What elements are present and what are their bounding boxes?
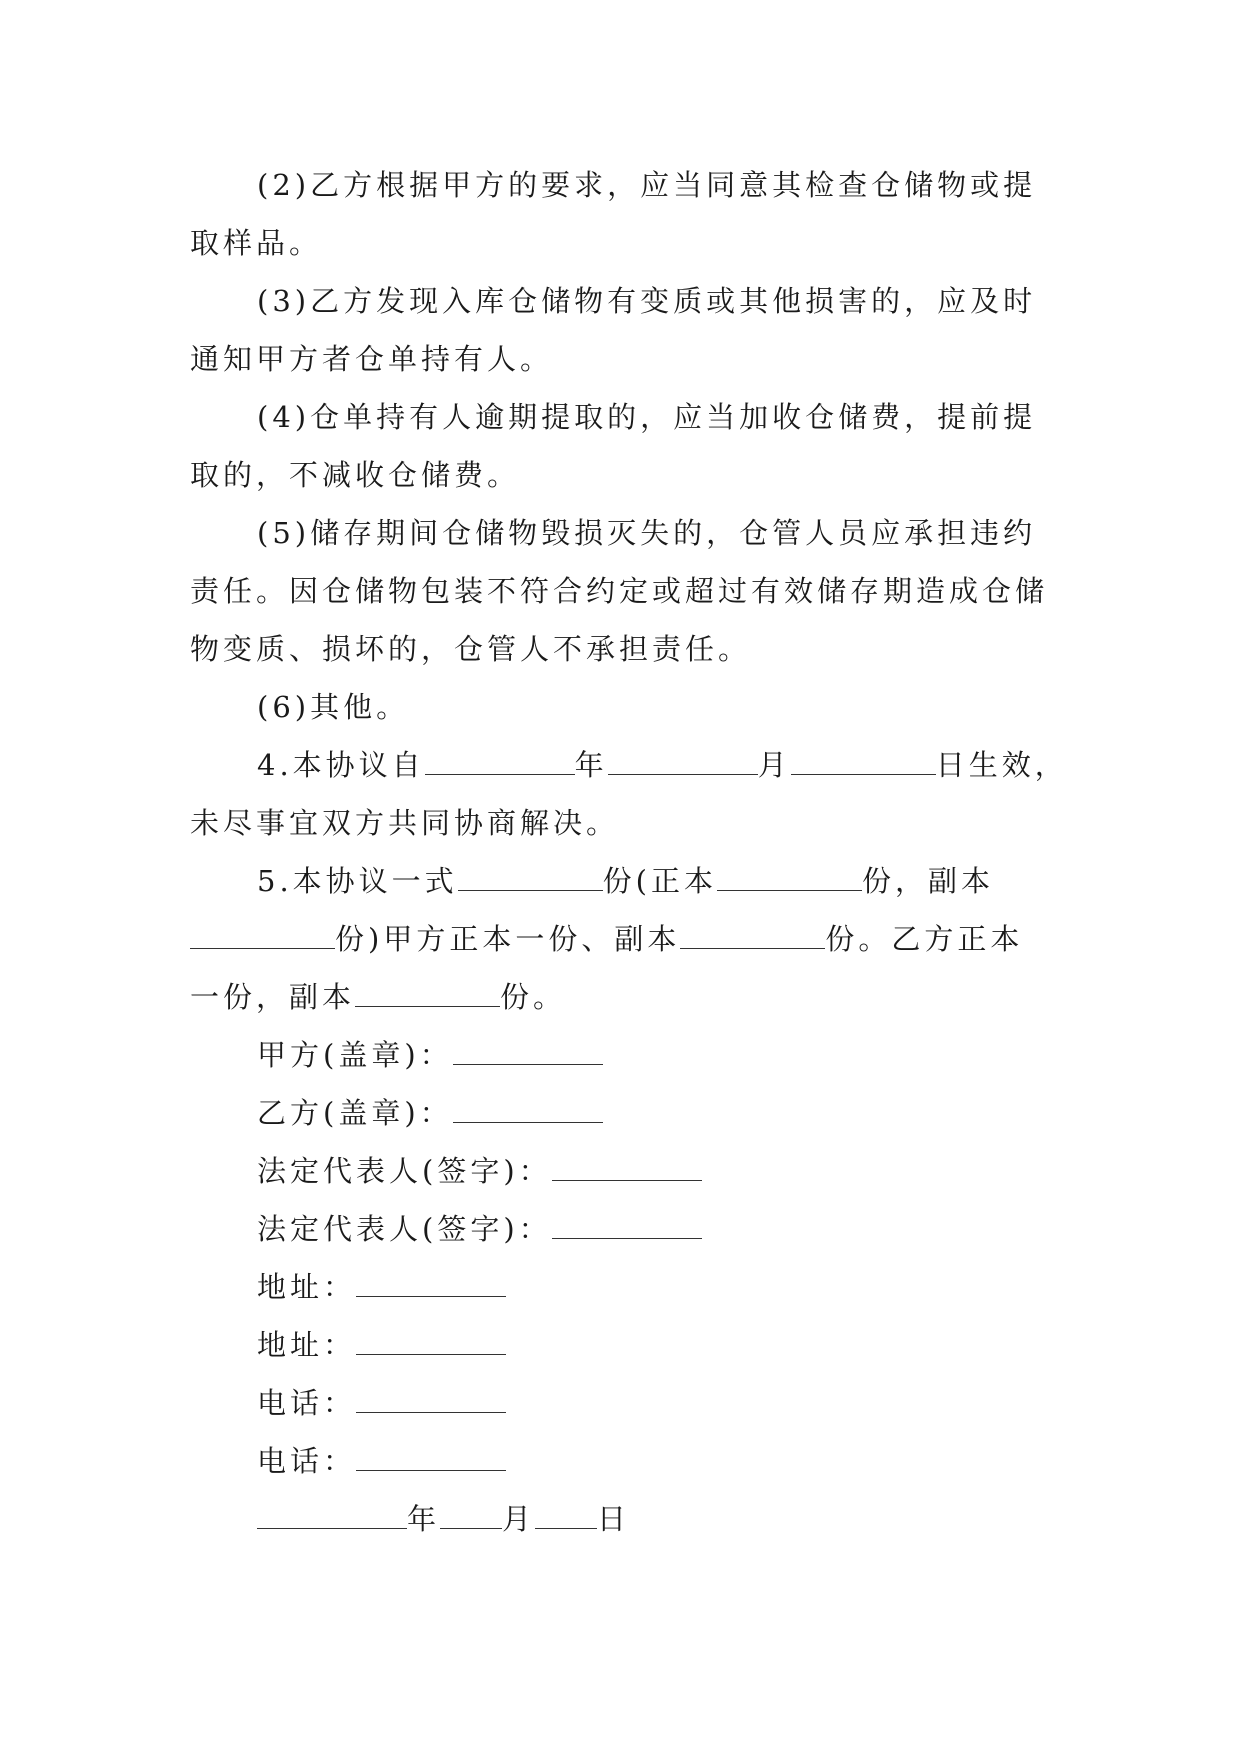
clause-4-month: 月 bbox=[757, 748, 791, 782]
phone-b-line bbox=[257, 1441, 506, 1481]
phone-a-blank[interactable] bbox=[356, 1386, 506, 1413]
phone-a-label: 电话： bbox=[257, 1386, 357, 1420]
clause-3-3-line-2: 通知甲方者仓单持有人。 bbox=[190, 342, 554, 376]
party-b-seal-label: 乙方(盖章)： bbox=[257, 1096, 453, 1130]
party-a-seal-blank[interactable] bbox=[453, 1038, 603, 1065]
clause-3-6: (6)其他。 bbox=[257, 690, 410, 724]
rep-a-line bbox=[257, 1151, 702, 1191]
clause-5-line2-b: 份。乙方正本 bbox=[825, 922, 1024, 956]
clause-5-line3-a: 一份，副本 bbox=[190, 980, 356, 1014]
clause-3-4-line-1: (4)仓单持有人逾期提取的，应当加收仓储费，提前提 bbox=[257, 400, 1037, 434]
phone-b-label: 电话： bbox=[257, 1444, 357, 1478]
clause-3-3-line-1: (3)乙方发现入库仓储物有变质或其他损害的，应及时 bbox=[257, 284, 1037, 318]
address-b-label: 地址： bbox=[257, 1328, 357, 1362]
clause-3-2-line-2: 取样品。 bbox=[190, 226, 323, 260]
address-b-blank[interactable] bbox=[356, 1328, 506, 1355]
clause-5-line-2 bbox=[190, 919, 1023, 959]
effective-year-blank[interactable] bbox=[425, 748, 575, 775]
clause-5-line2-a: 份)甲方正本一份、副本 bbox=[335, 922, 681, 956]
signing-year-label: 年 bbox=[407, 1502, 441, 1536]
clause-4-year: 年 bbox=[574, 748, 608, 782]
signing-month-label: 月 bbox=[502, 1502, 536, 1536]
effective-day-blank[interactable] bbox=[791, 748, 936, 775]
clause-4-line-2: 未尽事宜双方共同协商解决。 bbox=[190, 806, 620, 840]
rep-b-signature-blank[interactable] bbox=[552, 1212, 702, 1239]
signing-year-blank[interactable] bbox=[257, 1502, 407, 1529]
copies-original-blank[interactable] bbox=[717, 864, 862, 891]
rep-b-line bbox=[257, 1209, 702, 1249]
signing-date-line bbox=[257, 1499, 630, 1539]
phone-b-blank[interactable] bbox=[356, 1444, 506, 1471]
clause-5-line3-b: 份。 bbox=[500, 980, 567, 1014]
party-b-seal-blank[interactable] bbox=[453, 1096, 603, 1123]
clause-3-5-line-3: 物变质、损坏的，仓管人不承担责任。 bbox=[190, 632, 752, 666]
clause-3-4-line-2: 取的，不减收仓储费。 bbox=[190, 458, 521, 492]
clause-3-2-line-1: (2)乙方根据甲方的要求，应当同意其检查仓储物或提 bbox=[257, 168, 1037, 202]
address-a-label: 地址： bbox=[257, 1270, 357, 1304]
party-a-seal-label: 甲方(盖章)： bbox=[257, 1038, 453, 1072]
copies-duplicate-blank[interactable] bbox=[190, 922, 335, 949]
clause-4-prefix: 4.本协议自 bbox=[257, 748, 425, 782]
clause-5-mid2: 份，副本 bbox=[862, 864, 995, 898]
clause-5-line-3 bbox=[190, 977, 566, 1017]
rep-a-signature-blank[interactable] bbox=[552, 1154, 702, 1181]
rep-b-label: 法定代表人(签字)： bbox=[257, 1212, 552, 1246]
signing-month-blank[interactable] bbox=[440, 1502, 502, 1529]
party-b-seal-line bbox=[257, 1093, 603, 1133]
clause-5-mid1: 份(正本 bbox=[602, 864, 717, 898]
copies-total-blank[interactable] bbox=[458, 864, 603, 891]
party-b-duplicate-blank[interactable] bbox=[355, 980, 500, 1007]
clause-4-line-1 bbox=[257, 745, 1068, 785]
party-a-duplicate-blank[interactable] bbox=[680, 922, 825, 949]
clause-4-suffix: 日生效， bbox=[935, 748, 1068, 782]
phone-a-line bbox=[257, 1383, 506, 1423]
address-b-line bbox=[257, 1325, 506, 1365]
signing-day-blank[interactable] bbox=[535, 1502, 597, 1529]
address-a-blank[interactable] bbox=[356, 1270, 506, 1297]
clause-3-5-line-2: 责任。因仓储物包装不符合约定或超过有效储存期造成仓储 bbox=[190, 574, 1049, 608]
address-a-line bbox=[257, 1267, 506, 1307]
party-a-seal-line bbox=[257, 1035, 603, 1075]
signing-day-label: 日 bbox=[597, 1502, 631, 1536]
effective-month-blank[interactable] bbox=[608, 748, 758, 775]
clause-5-line-1 bbox=[257, 861, 994, 901]
clause-5-prefix: 5.本协议一式 bbox=[257, 864, 458, 898]
clause-3-5-line-1: (5)储存期间仓储物毁损灭失的，仓管人员应承担违约 bbox=[257, 516, 1037, 550]
rep-a-label: 法定代表人(签字)： bbox=[257, 1154, 552, 1188]
